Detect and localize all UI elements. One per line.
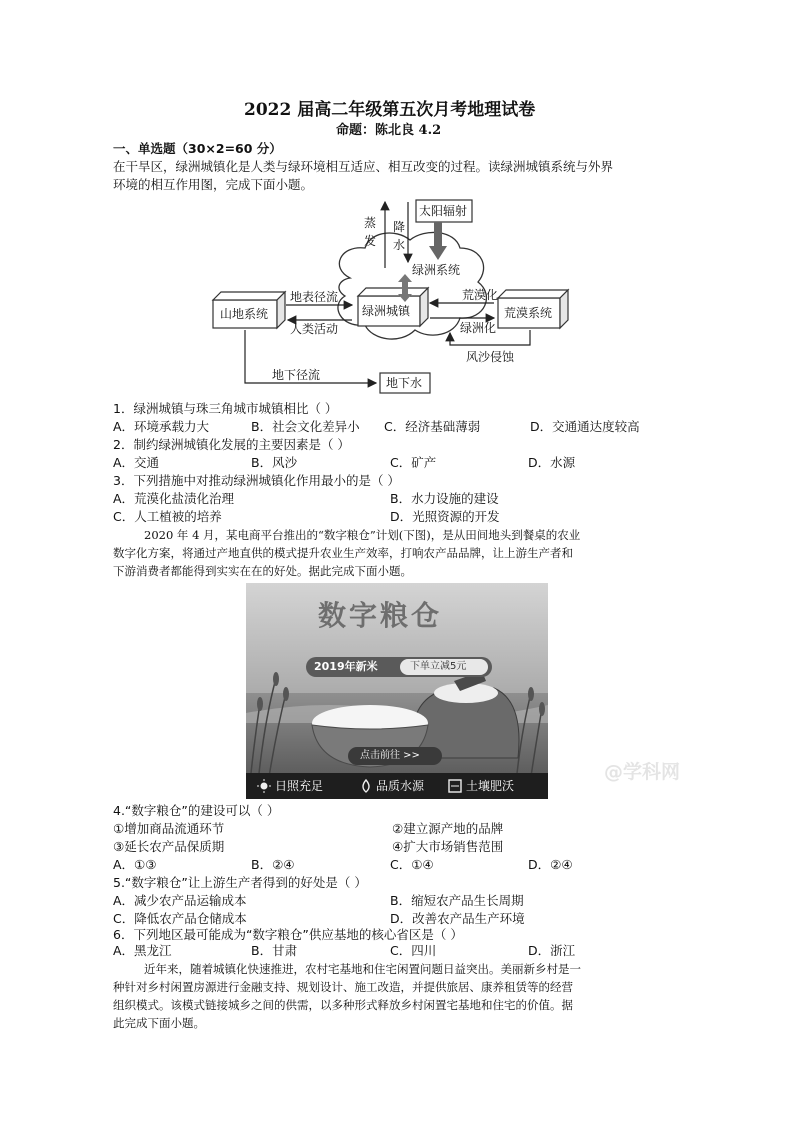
- question-5-stem: 5.“数字粮仓”让上游生产者得到的好处是（ ）: [113, 875, 367, 890]
- q4-statement-2: ②建立源产地的品牌: [392, 821, 504, 836]
- intro-text: 在干旱区，绿洲城镇化是人类与绿环境相互适应、相互改变的过程。读绿洲城镇系统与外界: [113, 159, 614, 174]
- feature-water: 品质水源: [376, 779, 425, 793]
- question-2-stem: 2．制约绿洲城镇化发展的主要因素是（ ）: [113, 437, 350, 452]
- q1-option-c[interactable]: C．经济基础薄弱: [384, 419, 481, 434]
- desertification-label: 荒漠化: [462, 288, 499, 302]
- q3-option-d[interactable]: D．光照资源的开发: [390, 509, 500, 524]
- q1-option-d[interactable]: D．交通通达度较高: [530, 419, 640, 434]
- human-activity-label: 人类活动: [290, 322, 339, 336]
- passage-3-text: 组织模式。该模式链接城乡之间的供需，以多种形式释放乡村闲置宅基地和住宅的价值。据: [113, 998, 573, 1012]
- solar-radiation-label: 太阳辐射: [419, 204, 468, 218]
- q4-option-d[interactable]: D．②④: [528, 857, 573, 872]
- q4-statement-3: ③延长农产品保质期: [113, 839, 225, 854]
- q5-option-b[interactable]: B．缩短农产品生长周期: [390, 893, 524, 908]
- q2-option-a[interactable]: A．交通: [113, 455, 160, 470]
- q4-option-a[interactable]: A．①③: [113, 857, 157, 872]
- groundwater-label: 地下水: [386, 376, 423, 390]
- passage-2-text: 2020 年 4 月，某电商平台推出的“数字粮仓”计划(下图)，是从田间地头到餐桌的农业: [144, 528, 581, 542]
- ad-go-button[interactable]: 点击前往 >>: [360, 750, 420, 761]
- q4-option-c[interactable]: C．①④: [390, 857, 434, 872]
- feature-sunshine: 日照充足: [275, 779, 324, 793]
- q5-option-a[interactable]: A．减少农产品运输成本: [113, 893, 247, 908]
- q3-option-a[interactable]: A．荒漠化盐渍化治理: [113, 491, 235, 506]
- evaporation-label: 蒸发: [364, 216, 377, 248]
- q6-option-a[interactable]: A．黑龙江: [113, 943, 172, 958]
- feature-soil: 土壤肥沃: [466, 779, 515, 793]
- passage-2-text: 数字化方案，将通过产地直供的模式提升农业生产效率，打响农产品品牌，让上游生产者和: [113, 546, 573, 560]
- desert-system-label: 荒漠系统: [504, 306, 553, 320]
- q4-statement-1: ①增加商品流通环节: [113, 821, 225, 836]
- q3-option-c[interactable]: C．人工植被的培养: [113, 509, 222, 524]
- q2-option-c[interactable]: C．矿产: [390, 455, 437, 470]
- q2-option-b[interactable]: B．风沙: [251, 455, 298, 470]
- passage-3-text: 近年来，随着城镇化快速推进，农村宅基地和住宅闲置问题日益突出。美丽新乡村是一: [144, 962, 581, 976]
- solar-thick-arrow: [434, 222, 442, 246]
- question-3-stem: 3．下列措施中对推动绿洲城镇化作用最小的是（ ）: [113, 473, 400, 488]
- precipitation-label: 降水: [393, 220, 406, 252]
- q1-option-a[interactable]: A．环境承载力大: [113, 419, 210, 434]
- question-6-stem: 6．下列地区最可能成为“数字粮仓”供应基地的核心省区是（ ）: [113, 927, 463, 942]
- q6-option-d[interactable]: D．浙江: [528, 943, 576, 958]
- ad-title: 数字粮仓: [318, 599, 443, 632]
- page-title: 2022 届高二年级第五次月考地理试卷: [244, 100, 536, 120]
- q1-option-b[interactable]: B．社会文化差异小: [251, 419, 360, 434]
- question-4-stem: 4.“数字粮仓”的建设可以（ ）: [113, 803, 280, 818]
- q2-option-d[interactable]: D．水源: [528, 455, 576, 470]
- passage-3-text: 种针对乡村闲置房源进行金融支持、规划设计、施工改造，并提供旅居、康养租赁等的经营: [113, 980, 573, 994]
- underground-runoff-label: 地下径流: [272, 368, 321, 382]
- question-1-stem: 1．绿洲城镇与珠三角城市城镇相比（ ）: [113, 401, 338, 416]
- oasis-town-label: 绿洲城镇: [362, 304, 411, 318]
- oasisification-label: 绿洲化: [460, 321, 497, 335]
- ad-year-badge: 2019年新米: [314, 660, 378, 673]
- q5-option-d[interactable]: D．改善农产品生产环境: [390, 911, 525, 926]
- q6-option-b[interactable]: B．甘肃: [251, 943, 298, 958]
- wind-erosion-label: 风沙侵蚀: [466, 350, 515, 364]
- page-subtitle: 命题：陈北良 4.2: [336, 123, 442, 138]
- q3-option-b[interactable]: B．水力设施的建设: [390, 491, 499, 506]
- digital-granary-ad-image: [246, 583, 548, 799]
- section-heading: 一、单选题（30×2=60 分）: [113, 141, 282, 156]
- passage-3-text: 此完成下面小题。: [113, 1016, 205, 1030]
- passage-2-text: 下游消费者都能得到实实在在的好处。据此完成下面小题。: [113, 564, 412, 578]
- intro-text: 环境的相互作用图，完成下面小题。: [113, 177, 314, 192]
- mountain-system-label: 山地系统: [220, 307, 269, 321]
- watermark-logo: @学科网: [604, 761, 681, 783]
- ad-discount-badge: 下单立减5元: [410, 661, 467, 672]
- q4-statement-4: ④扩大市场销售范围: [392, 839, 504, 854]
- oasis-interaction-diagram: [0, 0, 794, 400]
- oasis-system-label: 绿洲系统: [412, 263, 461, 277]
- q6-option-c[interactable]: C．四川: [390, 943, 437, 958]
- q4-option-b[interactable]: B．②④: [251, 857, 295, 872]
- surface-runoff-label: 地表径流: [290, 290, 339, 304]
- q5-option-c[interactable]: C．降低农产品仓储成本: [113, 911, 247, 926]
